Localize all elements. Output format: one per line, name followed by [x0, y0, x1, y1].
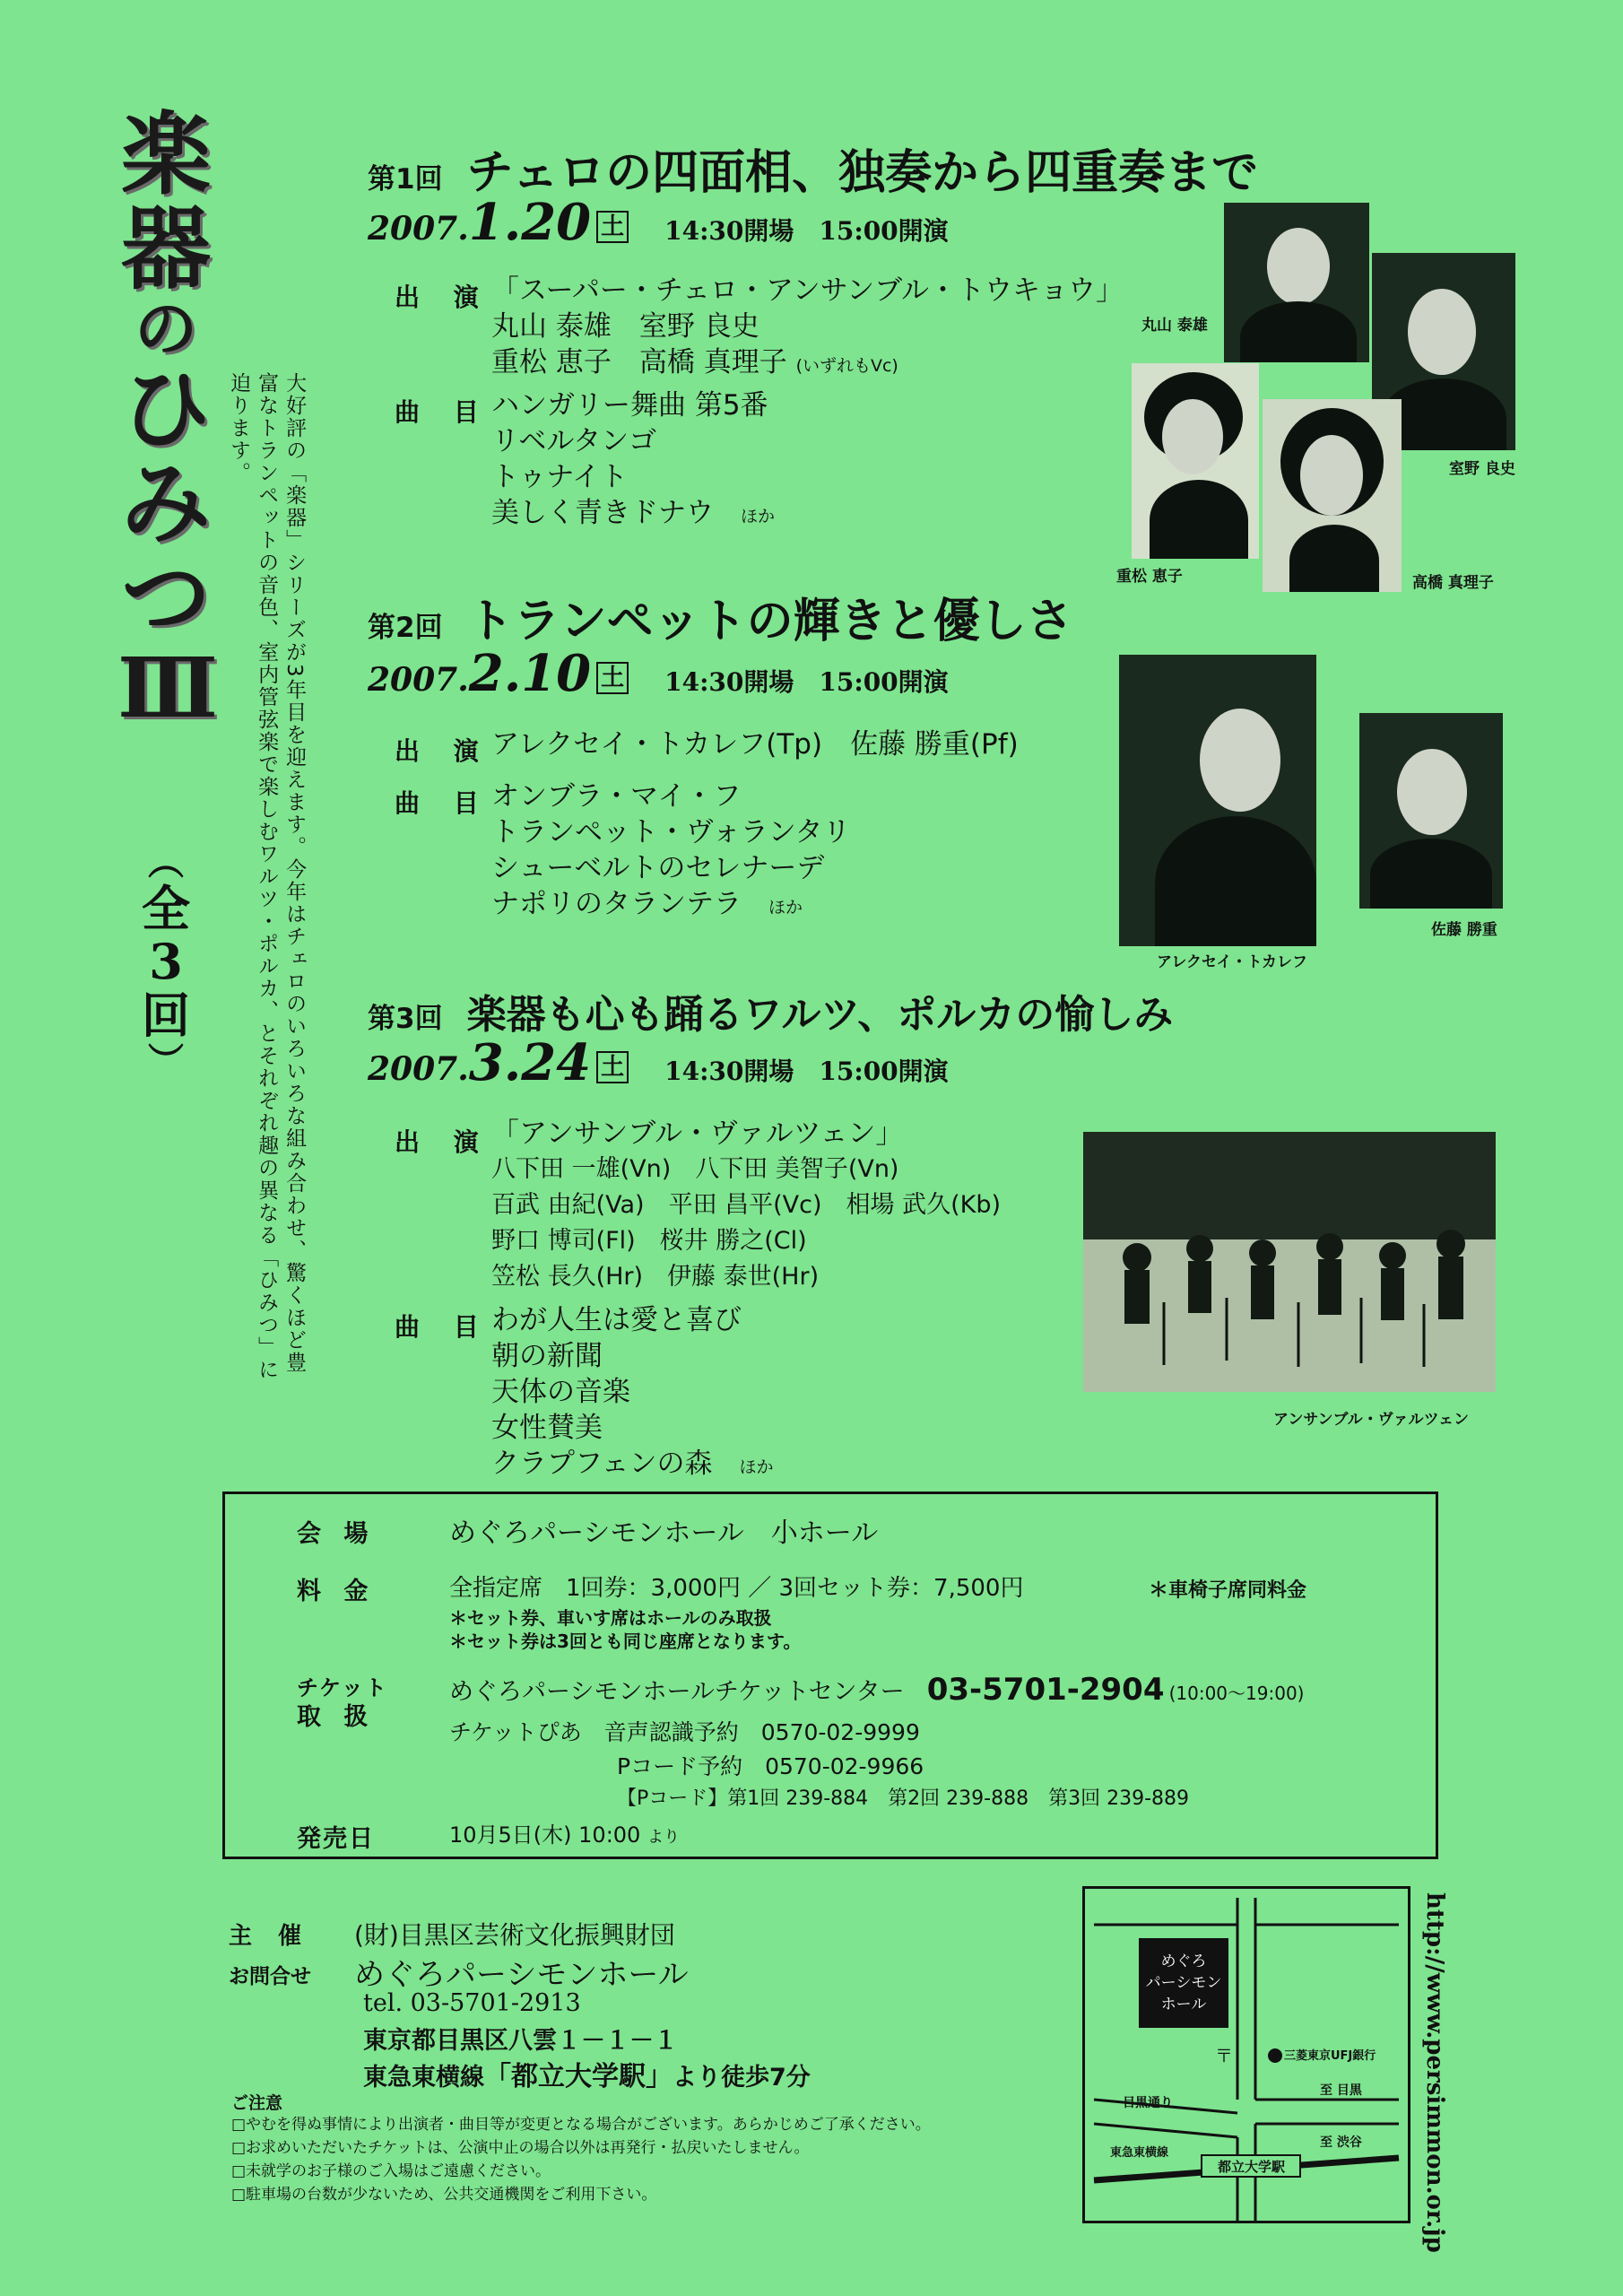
- program-item: リベルタンゴ: [491, 425, 657, 457]
- price: 全指定席 1回券：3,000円 ／ 3回セット券：7,500円: [449, 1575, 1024, 1602]
- title-char: 器: [121, 196, 211, 301]
- price-note: ＊車椅子席同料金: [1149, 1579, 1307, 1602]
- ticket-phone: 03-5701-2904: [926, 1672, 1165, 1708]
- program-item: トゥナイト: [491, 461, 629, 493]
- performer-note: (いずれもVc): [795, 356, 898, 376]
- title-char: み: [121, 449, 211, 556]
- photo-caption: 佐藤 勝重: [1431, 921, 1497, 939]
- address: 東京都目黒区八雲１－１－１: [363, 2027, 678, 2055]
- price-note: ＊セット券、車いす席はホールのみ取扱: [449, 1607, 772, 1629]
- event-number: 第3回: [368, 1003, 443, 1035]
- title-char: ひ: [121, 355, 211, 462]
- performer-line: 百武 由紀(Va) 平田 昌平(Vc) 相場 武久(Kb): [491, 1191, 1002, 1219]
- program-label: 曲 目: [395, 788, 491, 818]
- program-item: ハンガリー舞曲 第5番: [491, 389, 768, 422]
- venue: めぐろパーシモンホール 小ホール: [449, 1518, 879, 1549]
- event-1-heading: [368, 135, 1258, 202]
- price-label: 料 金: [297, 1578, 376, 1605]
- event-2-program: オンブラ・マイ・フ トランペット・ヴォランタリ シューベルトのセレナーデ ナポリのタランテラ ほか: [491, 780, 851, 920]
- event-3-program: わが人生は愛と喜び 朝の新聞 天体の音楽 女性賛美 クラプフェンの森 ほか: [491, 1304, 774, 1480]
- event-title: トランペットの輝きと優しさ: [466, 595, 1073, 648]
- contact-label: お問合せ: [229, 1965, 311, 1988]
- event-3-heading: [368, 982, 1173, 1039]
- photo-caption: 重松 恵子: [1116, 568, 1183, 586]
- organizer-label: 主 催: [229, 1923, 311, 1950]
- program-item: 美しく青きドナウ: [491, 497, 714, 529]
- note-item: □駐車場の台数が少ないため、公共交通機関をご利用下さい。: [231, 2186, 657, 2204]
- photo-caption: アレクセイ・トカレフ: [1157, 953, 1307, 971]
- program-item: クラプフェンの森: [491, 1448, 713, 1480]
- program-item: 女性賛美: [491, 1412, 603, 1444]
- series-title: [117, 101, 215, 736]
- organizer: (財)目黒区芸術文化振興財団: [354, 1920, 675, 1950]
- ensemble-illustration: [1083, 1132, 1496, 1392]
- program-item: シューベルトのセレナーデ: [491, 852, 825, 884]
- map-hall: めぐろ パーシモン ホール: [1139, 1938, 1228, 2028]
- title-char: 楽: [121, 101, 211, 207]
- map-bank: 三菱東京UFJ銀行: [1284, 2049, 1376, 2063]
- performer-line: 「スーパー・チェロ・アンサンブル・トウキョウ」: [491, 274, 1124, 307]
- program-item: トランペット・ヴォランタリ: [491, 816, 851, 848]
- performer-line: 重松 恵子 高橋 真理子: [491, 346, 787, 378]
- program-item: ナポリのタランテラ: [491, 888, 742, 920]
- photo-tokarev: [1119, 655, 1316, 946]
- note-item: □お求めいただいたチケットは、公演中止の場合以外は再発行・払戻いたしません。: [231, 2139, 810, 2157]
- program-item: わが人生は愛と喜び: [491, 1304, 742, 1336]
- photo-shigematsu: [1132, 363, 1259, 559]
- event-number: 第2回: [368, 612, 443, 644]
- pia-voice: チケットぴあ 音声認識予約 0570-02-9999: [449, 1719, 920, 1745]
- ticket-center: めぐろパーシモンホールチケットセンター 03-5701-2904 (10:00～19:00): [449, 1672, 1305, 1708]
- title-char: の: [135, 291, 197, 366]
- event-3-performers: [491, 1116, 1001, 1295]
- access: 東急東横線「都立大学駅」より徒歩7分: [363, 2061, 811, 2092]
- event-title: 楽器も心も踊るワルツ、ポルカの愉しみ: [466, 992, 1174, 1038]
- notes-title: ご注意: [231, 2093, 283, 2113]
- notes: [231, 2113, 931, 2206]
- ticket-label: 取 扱: [297, 1703, 376, 1731]
- performer-line: 笠松 長久(Hr) 伊藤 泰世(Hr): [491, 1263, 820, 1291]
- map-direction: 至 目黒: [1320, 2083, 1362, 2098]
- performer-line: 八下田 一雄(Vn) 八下田 美智子(Vn): [491, 1155, 899, 1183]
- event-1-program: ハンガリー舞曲 第5番 リベルタンゴ トゥナイト 美しく青きドナウ ほか: [491, 389, 776, 529]
- photo-sato: [1359, 713, 1503, 909]
- post-office-icon: 〒: [1215, 2045, 1233, 2066]
- ticket-info-box: [222, 1492, 1438, 1859]
- event-title: チェロの四面相、独奏から四重奏まで: [466, 146, 1259, 200]
- event-2-performers: [491, 726, 1019, 762]
- note-item: □未就学のお子様のご入場はご遠慮ください。: [231, 2162, 551, 2180]
- event-number: 第1回: [368, 163, 443, 196]
- ticket-label: チケット: [297, 1675, 388, 1700]
- photo-ensemble: [1083, 1132, 1496, 1392]
- note-item: □やむを得ぬ事情により出演者・曲目等が変更となる場合がございます。あらかじめご了承ください。: [231, 2116, 931, 2134]
- program-label: 曲 目: [395, 397, 491, 427]
- venue-label: 会 場: [297, 1520, 376, 1548]
- program-item: 天体の音楽: [491, 1376, 630, 1408]
- photo-caption: 室野 良史: [1449, 460, 1515, 478]
- performer-line: アレクセイ・トカレフ(Tp) 佐藤 勝重(Pf): [491, 728, 1019, 761]
- website-url[interactable]: http://www.persimmon.or.jp: [1421, 1892, 1448, 2253]
- event-1-date: 2007.1.20 土 14:30開場 15:00開演: [368, 193, 949, 252]
- map-road: 目黒通り: [1123, 2096, 1173, 2110]
- sale-date: 10月5日(木) 10:00 より: [449, 1822, 680, 1848]
- photo-caption: 丸山 泰雄: [1141, 317, 1208, 335]
- performers-label: 出 演: [395, 736, 491, 766]
- photo-caption: アンサンブル・ヴァルツェン: [1273, 1411, 1469, 1429]
- intro-text: 大好評の「楽器」シリーズが3年目を迎えます。今年はチェロのいろいろな組み合わせ、驚くほど豊富なトランペットの音色、室内管弦楽で楽しむワルツ・ポルカ、とそれぞれ趣の異なる「ひみつ」に迫ります。: [227, 372, 307, 1381]
- event-2-date: 2007.2.10 土 14:30開場 15:00開演: [368, 644, 949, 703]
- program-item: オンブラ・マイ・フ: [491, 780, 742, 813]
- contact-tel: tel. 03-5701-2913: [363, 1989, 581, 2017]
- performers-label: 出 演: [395, 283, 491, 312]
- pcode-list: 【Pコード】第1回 239-884 第2回 239-888 第3回 239-889: [617, 1787, 1190, 1810]
- pia-pcode: Pコード予約 0570-02-9966: [617, 1753, 924, 1779]
- price-note: ＊セット券は3回とも同じ座席となります。: [449, 1631, 802, 1652]
- event-3-date: 2007.3.24 土 14:30開場 15:00開演: [368, 1033, 949, 1092]
- title-char: Ⅲ: [117, 639, 215, 736]
- event-1-performers: [491, 273, 1124, 384]
- event-2-heading: [368, 583, 1073, 650]
- contact: めぐろパーシモンホール: [354, 1957, 689, 1993]
- performer-line: 「アンサンブル・ヴァルツェン」: [491, 1118, 904, 1150]
- photo-takahashi: [1263, 399, 1402, 592]
- title-char: つ: [121, 544, 211, 650]
- access-map: [1082, 1886, 1410, 2223]
- map-direction: 至 渋谷: [1320, 2135, 1362, 2150]
- program-label: 曲 目: [395, 1312, 491, 1342]
- photo-caption: 高橋 真理子: [1412, 574, 1494, 592]
- sale-label: 発売日: [297, 1825, 375, 1853]
- series-count: ︵ 全 3 回 ︶: [142, 841, 190, 1083]
- performers-label: 出 演: [395, 1127, 491, 1157]
- photo-maruyama: [1224, 203, 1369, 362]
- performer-line: 野口 博司(Fl) 桜井 勝之(Cl): [491, 1227, 807, 1255]
- map-line: 東急東横線: [1110, 2146, 1169, 2160]
- map-station: 都立大学駅: [1218, 2159, 1286, 2175]
- performer-line: 丸山 泰雄 室野 良史: [491, 310, 759, 343]
- program-item: 朝の新聞: [491, 1340, 603, 1372]
